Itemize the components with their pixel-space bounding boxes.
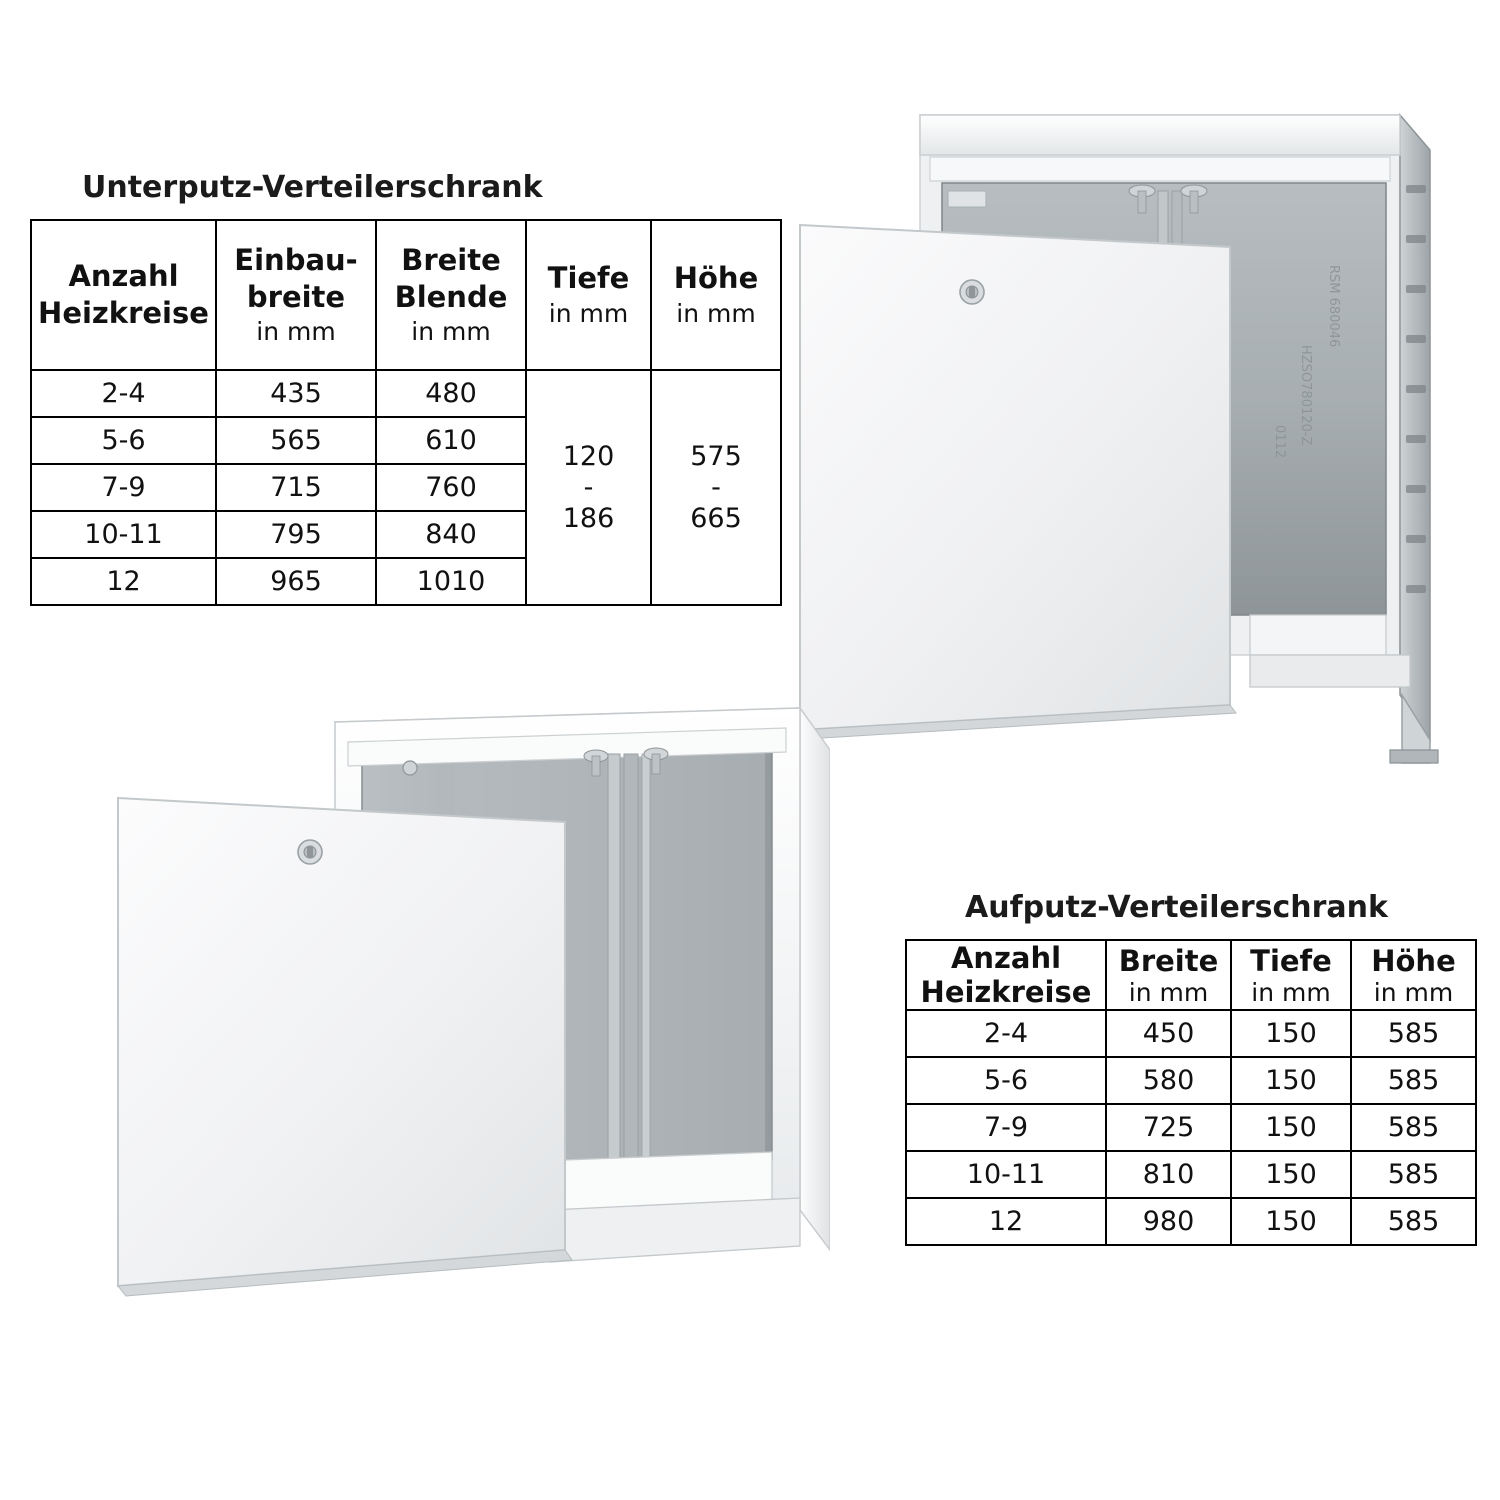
cell-heizkreise: 7-9: [31, 464, 216, 511]
lock-icon: [298, 840, 322, 864]
table-header-row: [906, 940, 1476, 1010]
table-row: [31, 370, 781, 417]
cell-tiefe: 150: [1231, 1010, 1351, 1057]
cell-hoehe: 585: [1351, 1057, 1476, 1104]
cell-blende: 760: [376, 464, 526, 511]
cell-heizkreise: 2-4: [906, 1010, 1106, 1057]
cell-breite: 580: [1106, 1057, 1231, 1104]
svg-text:0112: 0112: [1272, 425, 1287, 459]
cell-heizkreise: 5-6: [906, 1057, 1106, 1104]
table-row: [906, 1057, 1476, 1104]
cell-blende: 840: [376, 511, 526, 558]
table-row: [906, 1010, 1476, 1057]
cell-tiefe: 150: [1231, 1151, 1351, 1198]
table-header-row: [31, 220, 781, 370]
cell-heizkreise: 7-9: [906, 1104, 1106, 1151]
cell-blende: 480: [376, 370, 526, 417]
header-tiefe: Tiefe in mm: [526, 220, 651, 370]
cell-heizkreise: 10-11: [906, 1151, 1106, 1198]
header-hoehe: Höhe in mm: [651, 220, 781, 370]
flush-mount-distribution-cabinet-photo: [790, 95, 1450, 775]
table-row: [906, 1198, 1476, 1245]
surface-mount-distribution-cabinet-photo: [110, 690, 830, 1310]
cell-tiefe: 150: [1231, 1057, 1351, 1104]
aufputz-table-title: Aufputz-Verteilerschrank: [965, 890, 1388, 925]
header-anzahl-heizkreise: Anzahl Heizkreise: [906, 940, 1106, 1010]
header-breite: Breite in mm: [1106, 940, 1231, 1010]
cell-hoehe-merged: 575 - 665: [651, 370, 781, 605]
cell-heizkreise: 10-11: [31, 511, 216, 558]
cell-heizkreise: 12: [906, 1198, 1106, 1245]
table-row: [906, 1104, 1476, 1151]
cell-tiefe: 150: [1231, 1104, 1351, 1151]
cell-breite: 450: [1106, 1010, 1231, 1057]
svg-text:RSM 680046: RSM 680046: [1326, 265, 1341, 348]
cell-blende: 610: [376, 417, 526, 464]
cell-einbaubreite: 435: [216, 370, 376, 417]
table-row: [906, 1151, 1476, 1198]
cell-hoehe: 585: [1351, 1151, 1476, 1198]
cell-heizkreise: 5-6: [31, 417, 216, 464]
cell-hoehe: 585: [1351, 1104, 1476, 1151]
cell-breite: 980: [1106, 1198, 1231, 1245]
cell-einbaubreite: 965: [216, 558, 376, 605]
unterputz-spec-table: [30, 219, 782, 606]
cell-einbaubreite: 715: [216, 464, 376, 511]
aufputz-spec-table: [905, 939, 1477, 1246]
cell-hoehe: 585: [1351, 1198, 1476, 1245]
header-tiefe: Tiefe in mm: [1231, 940, 1351, 1010]
svg-text:HZSO780120-Z: HZSO780120-Z: [1298, 345, 1313, 446]
cell-hoehe: 585: [1351, 1010, 1476, 1057]
cell-breite: 725: [1106, 1104, 1231, 1151]
cell-einbaubreite: 795: [216, 511, 376, 558]
cell-einbaubreite: 565: [216, 417, 376, 464]
unterputz-table-block: [30, 170, 782, 606]
cell-tiefe: 150: [1231, 1198, 1351, 1245]
lock-icon: [960, 280, 984, 304]
cell-breite: 810: [1106, 1151, 1231, 1198]
cell-blende: 1010: [376, 558, 526, 605]
header-einbaubreite: Einbau- breite in mm: [216, 220, 376, 370]
header-breite-blende: Breite Blende in mm: [376, 220, 526, 370]
aufputz-table-block: [905, 890, 1477, 1246]
unterputz-table-title: Unterputz-Verteilerschrank: [82, 170, 543, 205]
header-hoehe: Höhe in mm: [1351, 940, 1476, 1010]
cell-tiefe-merged: 120 - 186: [526, 370, 651, 605]
header-anzahl-heizkreise: Anzahl Heizkreise: [31, 220, 216, 370]
cell-heizkreise: 12: [31, 558, 216, 605]
cell-heizkreise: 2-4: [31, 370, 216, 417]
